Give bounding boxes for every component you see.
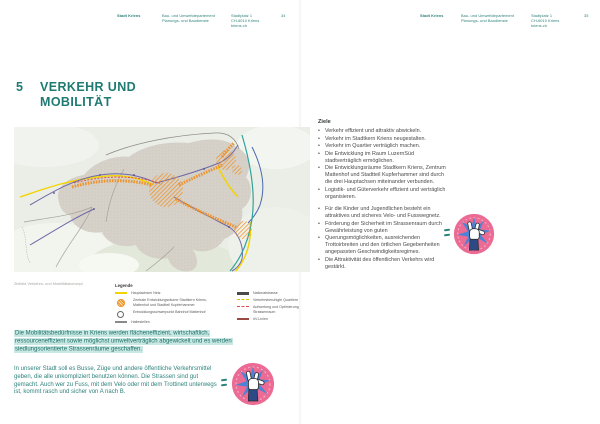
chapter-title-line2: MOBILITÄT: [40, 95, 112, 109]
legend-title: Legende: [115, 283, 133, 288]
legend-label: Haltestellen: [131, 320, 150, 325]
goal-item: • Verkehr im Quartier verträglich machen.: [318, 143, 450, 150]
header-address-line1: Stadtplatz 1: [531, 13, 553, 18]
legend-item: [237, 291, 309, 296]
sketch-dash-icon: [444, 229, 450, 235]
goal-item: • Logistik- und Güterverkehr effizient und verträglich organisieren.: [318, 187, 450, 201]
header-department-line2: Planungs- und Baudienste: [162, 18, 209, 23]
header-department-line1: Bau- und Umweltdepartement: [461, 13, 514, 18]
header-department-line1: Bau- und Umweltdepartement: [162, 13, 215, 18]
legend-label: Verkehrsberuhigte Quartiere: [253, 298, 299, 303]
goal-item: • Die Attraktivität des öffentlichen Verkehrs wird gestärkt.: [318, 257, 450, 271]
header-address-line2: CH-6010 Kriens: [231, 18, 260, 23]
header-address-line2: CH-6010 Kriens: [531, 18, 560, 23]
legend-label: Zentrale Entwicklungsräume Stadtkern Kriens, Mattenhof und Stadtteil Kupferhammer: [133, 298, 207, 307]
yellow-line-swatch-icon: [115, 292, 127, 294]
chapter-title: [40, 80, 136, 110]
page-number-right: 35: [584, 13, 589, 18]
goals-list-b: [318, 206, 450, 271]
map-legend: [115, 283, 310, 325]
dark-line-swatch-icon: [237, 292, 249, 295]
legend-item: [115, 291, 223, 296]
goal-item: • Verkehr effizient und attraktiv abwickeln.: [318, 128, 450, 135]
legend-label: Nationalstrasse: [253, 291, 278, 295]
goals-heading: Ziele: [318, 119, 331, 125]
orange-hatched-circle-swatch-icon: [117, 299, 125, 307]
chapter-number: 5: [16, 80, 23, 94]
goal-item: • Die Entwicklung im Raum LuzernSüd stadtverträglich ermöglichen.: [318, 151, 450, 165]
gray-line-swatch-icon: [115, 321, 127, 323]
goal-item: • Für die Kinder und Jugendlichen besteht ein attraktives und sicheres Velo- und Fusswegnetz.: [318, 206, 450, 220]
header-brand: Stadt Kriens: [420, 13, 444, 18]
key-statement-text: Die Mobilitätsbedürfnisse in Kriens werden flächeneffizient, wirtschaftlich, ressourceneffizient sowie möglichst umweltverträglich abgewickelt und es werden siedlungsorientierte Strassenräume geschaffen.: [15, 330, 232, 353]
goal-item: • Querungsmöglichkeiten, ausreichenden Trottoirbreiten und den örtlichen Gegebenheiten angepassten Geschwindigkeitsregimes.: [318, 235, 450, 256]
legend-item: [115, 298, 223, 307]
maroon-line-swatch-icon: [237, 318, 249, 320]
page-number-left: 34: [281, 13, 286, 18]
legend-label: öV-Linien: [253, 316, 268, 321]
header-department-line2: Planungs- und Baudienste: [461, 18, 508, 23]
legend-item: [237, 305, 309, 314]
legend-label: Aufwertung und Optimierung Strassenraum: [253, 305, 299, 314]
yellow-dash-swatch-icon: [237, 299, 249, 300]
sketch-dash-icon: [221, 379, 227, 385]
header-address-line1: Stadtplatz 1: [231, 13, 253, 18]
outline-circle-swatch-icon: [117, 311, 124, 318]
key-statement: [14, 329, 240, 354]
goal-item: • Die Entwicklungsräume Stadtkern Kriens, Zentrum Mattenhof und Stadtteil Kupferhammer sind durch die drei Hauptachsen miteinander verbunden.: [318, 165, 450, 186]
header-address-line3: kriens.ch: [231, 23, 248, 28]
goal-item: • Förderung der Sicherheit im Strassenraum durch Gewährleistung von guten: [318, 221, 450, 235]
goals-list-a: [318, 128, 450, 202]
red-dash-swatch-icon: [237, 306, 249, 307]
legend-label: Hauptachsen Netz: [131, 291, 161, 295]
hand-stamp-icon: [453, 213, 495, 255]
legend-item: [237, 317, 309, 322]
hand-stamp-icon: [231, 362, 275, 406]
goal-item: • Verkehr im Stadtkern Kriens neugestalten.: [318, 136, 450, 143]
map-figure: [14, 127, 310, 272]
header-brand: Stadt Kriens: [117, 13, 141, 18]
legend-label: Entwicklungsschwerpunkt Bahnhof Mattenhof: [133, 309, 206, 314]
legend-item: [115, 320, 223, 325]
legend-item: [115, 310, 223, 318]
map-caption: Zielbild Verkehrs- und Mobilitätskonzept: [14, 281, 83, 286]
chapter-title-line1: VERKEHR UND: [40, 80, 137, 94]
legend-item: [237, 298, 309, 303]
vision-quote: In unserer Stadt soll es Busse, Züge und andere öffentliche Verkehrsmittel geben, die alle unkompliziert benutzen können. Die Strassen sind gut gemacht. Auch wer zu Fuss, mit dem Velo oder mit dem Trottinett unterwegs ist, kommt rasch und sicher von A nach B.: [14, 366, 217, 396]
mobility-concept-map: [14, 127, 310, 272]
header-address-line3: kriens.ch: [531, 23, 548, 28]
